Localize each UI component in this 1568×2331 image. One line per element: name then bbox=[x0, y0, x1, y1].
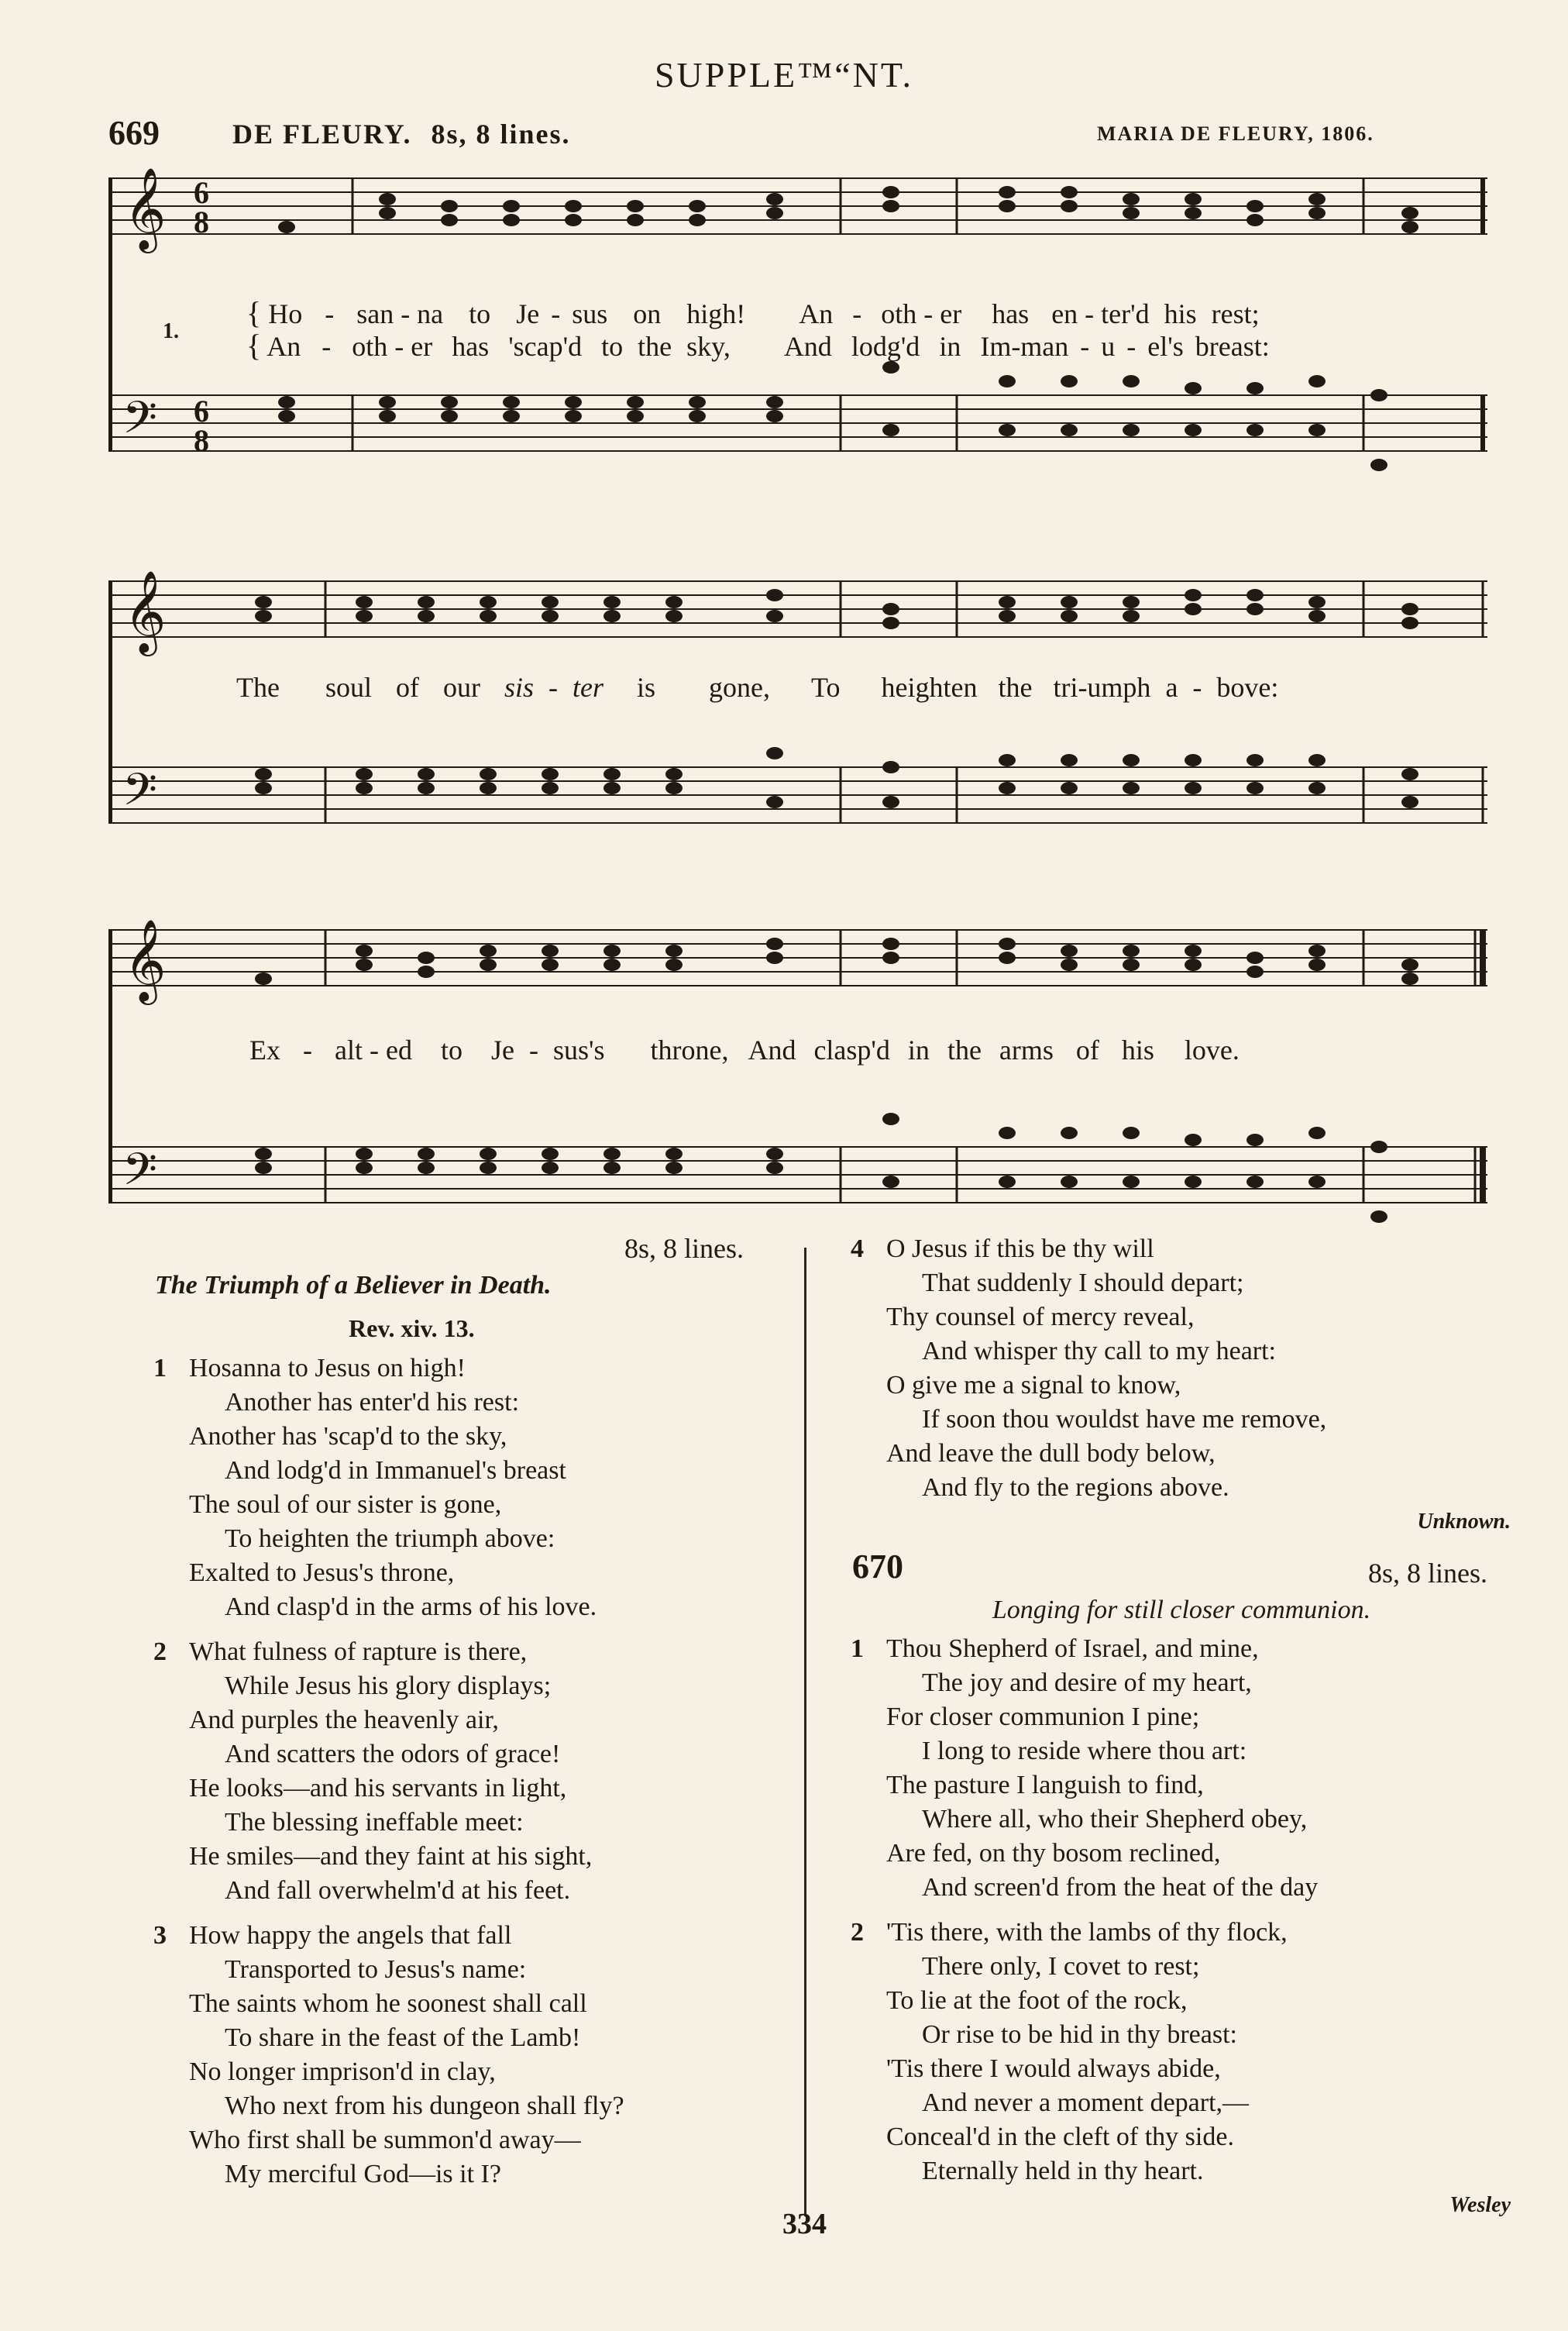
verse-line: There only, I covet to rest; bbox=[922, 1952, 1200, 1981]
verse-line: Thy counsel of mercy reveal, bbox=[886, 1303, 1195, 1331]
verse-line: If soon thou wouldst have me remove, bbox=[922, 1405, 1327, 1434]
verse-line: What fulness of rapture is there, bbox=[189, 1637, 528, 1666]
lyric-syllable: 'scap'd bbox=[508, 331, 583, 362]
treble-notes bbox=[255, 938, 1418, 985]
stanza-number: 4 bbox=[851, 1234, 864, 1263]
lyric-syllable: tri-umph bbox=[1053, 672, 1151, 703]
lyric-syllable: on bbox=[633, 298, 662, 329]
lyric-line-1: { Ho - san - na to Je - sus on high! An - oth - er has en - ter'd his rest; bbox=[246, 295, 1260, 330]
tune-name-text: DE FLEURY. bbox=[232, 119, 412, 150]
music-system-3 bbox=[108, 907, 1487, 1232]
hymn-669-title: The Triumph of a Believer in Death. bbox=[155, 1271, 552, 1300]
stanza-number: 2 bbox=[851, 1918, 864, 1947]
lyric-syllable: sis bbox=[504, 672, 535, 703]
lyric-syllable: - bbox=[551, 298, 561, 329]
verse-line: To share in the feast of the Lamb! bbox=[225, 2023, 581, 2052]
verse-line: Another has enter'd his rest: bbox=[225, 1388, 520, 1417]
verse-line: The pasture I languish to find, bbox=[886, 1771, 1204, 1799]
lyric-syllable: arms bbox=[999, 1035, 1054, 1066]
lyric-syllable: u bbox=[1101, 331, 1116, 362]
verse-line: No longer imprison'd in clay, bbox=[189, 2057, 496, 2086]
lyric-syllable: the bbox=[638, 331, 672, 362]
treble-clef-icon: 𝄞 bbox=[124, 918, 167, 1001]
stanza-2 bbox=[155, 1635, 806, 1908]
lyric-syllable: - bbox=[322, 331, 332, 362]
bass-staff bbox=[108, 767, 1487, 823]
lyric-syllable: heighten bbox=[881, 672, 978, 703]
lyric-syllable: - bbox=[303, 1035, 312, 1066]
stanza-3 bbox=[155, 1919, 806, 2192]
lyric-syllable: - bbox=[548, 672, 559, 703]
lyric-syllable: to bbox=[469, 298, 491, 329]
verse-line: The saints whom he soonest shall call bbox=[189, 1989, 587, 2018]
lyric-syllable: - bbox=[528, 1035, 538, 1066]
hymn-669-reference: Rev. xiv. 13. bbox=[349, 1314, 475, 1342]
verse-line: Where all, who their Shepherd obey, bbox=[922, 1805, 1308, 1833]
treble-clef-icon: 𝄞 bbox=[124, 167, 167, 250]
lyric-syllable: throne, bbox=[650, 1035, 729, 1066]
verse-line: O Jesus if this be thy will bbox=[886, 1234, 1154, 1263]
verse-line: To lie at the foot of the rock, bbox=[886, 1986, 1188, 2015]
hymn-670-stanza-1 bbox=[852, 1632, 1511, 1905]
verse-line: To heighten the triumph above: bbox=[225, 1524, 555, 1553]
hymn-669-text-left bbox=[155, 1351, 806, 2202]
verse-line: And screen'd from the heat of the day bbox=[922, 1873, 1319, 1902]
lyric-syllable: - bbox=[325, 298, 335, 329]
verse-line: Who first shall be summon'd away— bbox=[189, 2126, 581, 2154]
lyric-syllable: a bbox=[1165, 672, 1178, 703]
lyric-syllable: of bbox=[395, 672, 419, 703]
treble-staff bbox=[108, 930, 1487, 986]
lyric-syllable: Ex bbox=[249, 1035, 280, 1066]
lyric-syllable: The bbox=[236, 672, 280, 703]
stanza-number: 3 bbox=[153, 1921, 167, 1950]
lyric-syllable: has bbox=[452, 331, 490, 362]
hymn-670-stanza-2 bbox=[852, 1916, 1511, 2223]
lyric-syllable: oth - er bbox=[352, 331, 433, 362]
verse-line: 'Tis there, with the lambs of thy flock, bbox=[886, 1918, 1288, 1947]
lyric-syllable: in bbox=[939, 331, 961, 362]
bass-notes bbox=[255, 747, 1418, 808]
lyric-syllable: - bbox=[1126, 331, 1136, 362]
verse-line: Conceal'd in the cleft of thy side. bbox=[886, 2123, 1234, 2151]
stanza-4 bbox=[852, 1232, 1511, 1539]
verse-line: And lodg'd in Immanuel's breast bbox=[225, 1456, 566, 1485]
lyric-syllable: his bbox=[1164, 298, 1197, 329]
verse-line: And clasp'd in the arms of his love. bbox=[225, 1592, 597, 1621]
tune-name bbox=[232, 118, 570, 150]
lyric-syllable: sus's bbox=[552, 1035, 605, 1066]
bass-notes bbox=[278, 361, 1387, 471]
lyric-line-2: { An - oth - er has 'scap'd to the sky, And lodg'd in Im-man - u - el's breast: bbox=[246, 328, 1270, 363]
lyric-syllable: bove: bbox=[1216, 672, 1279, 703]
lyric-syllable: ter bbox=[573, 672, 604, 703]
verse-line: And fall overwhelm'd at his feet. bbox=[225, 1876, 571, 1905]
lyric-syllable: the bbox=[998, 672, 1033, 703]
verse-line: He smiles—and they faint at his sight, bbox=[189, 1842, 593, 1871]
time-signature-bass-top: 6 bbox=[194, 394, 209, 429]
tune-meter: 8s, 8 lines. bbox=[431, 119, 571, 150]
lyric-syllable: And bbox=[748, 1035, 796, 1066]
barlines bbox=[110, 930, 1483, 1203]
tune-composer: MARIA DE FLEURY, 1806. bbox=[1097, 122, 1374, 145]
verse-line: The joy and desire of my heart, bbox=[922, 1668, 1252, 1697]
lyric-syllable: our bbox=[442, 672, 480, 703]
music-system-2 bbox=[108, 550, 1487, 876]
lyric-syllable: san - na bbox=[356, 298, 444, 329]
lyric-line-system-2 bbox=[236, 671, 1278, 704]
bass-staff bbox=[108, 395, 1487, 451]
verse-line: I long to reside where thou art: bbox=[922, 1737, 1247, 1765]
verse-line: O give me a signal to know, bbox=[886, 1371, 1181, 1400]
bass-clef-icon: 𝄢 bbox=[122, 391, 158, 455]
verse-line: And whisper thy call to my heart: bbox=[922, 1337, 1277, 1365]
verse-line: Exalted to Jesus's throne, bbox=[189, 1558, 455, 1587]
hymn-670-title: Longing for still closer communion. bbox=[992, 1596, 1371, 1624]
lyric-syllable: the bbox=[947, 1035, 982, 1066]
lyric-syllable: high! bbox=[686, 298, 746, 329]
lyric-syllable: Je bbox=[490, 1035, 514, 1066]
verse-line: And fly to the regions above. bbox=[922, 1473, 1229, 1502]
lyric-syllable: - bbox=[1080, 331, 1090, 362]
verse-line: Are fed, on thy bosom reclined, bbox=[886, 1839, 1221, 1868]
lyric-syllable: gone, bbox=[709, 672, 771, 703]
bass-staff bbox=[108, 1147, 1487, 1203]
lyric-syllable: alt - ed bbox=[335, 1035, 412, 1066]
stanza-number: 1 bbox=[153, 1354, 167, 1382]
verse-line: The soul of our sister is gone, bbox=[189, 1490, 502, 1519]
page-number: 334 bbox=[782, 2208, 827, 2240]
verse-line: He looks—and his servants in light, bbox=[189, 1774, 567, 1802]
lyric-syllable: in bbox=[907, 1035, 930, 1066]
lyric-syllable: An bbox=[266, 331, 301, 362]
lyric-syllable: An bbox=[799, 298, 834, 329]
lyric-syllable: clasp'd bbox=[813, 1035, 890, 1066]
verse-line: That suddenly I should depart; bbox=[922, 1269, 1244, 1297]
hymn-670-meter: 8s, 8 lines. bbox=[1367, 1558, 1487, 1589]
lyric-syllable: to bbox=[601, 331, 624, 362]
verse-line: 'Tis there I would always abide, bbox=[886, 2054, 1221, 2083]
lyric-syllable: Im-man bbox=[980, 331, 1069, 362]
page-header: SUPPLE™“NT. bbox=[654, 55, 914, 95]
time-signature-top: 6 bbox=[194, 175, 209, 210]
treble-staff bbox=[108, 178, 1487, 234]
time-signature-bass-bottom: 8 bbox=[194, 423, 209, 458]
verse-line: Eternally held in thy heart. bbox=[922, 2157, 1204, 2185]
lyric-syllable: love. bbox=[1184, 1035, 1240, 1066]
lyric-line-system-3 bbox=[249, 1034, 1240, 1066]
verse-line: And purples the heavenly air, bbox=[189, 1706, 499, 1734]
lyric-syllable: And bbox=[783, 331, 832, 362]
lyric-syllable: is bbox=[637, 672, 656, 703]
hymn-669-attribution: Unknown. bbox=[1417, 1510, 1511, 1534]
time-signature-bottom: 8 bbox=[194, 205, 209, 239]
lyric-syllable: el's bbox=[1147, 331, 1184, 362]
verse-line: And scatters the odors of grace! bbox=[225, 1740, 561, 1768]
verse-line: My merciful God—is it I? bbox=[225, 2160, 501, 2188]
lyric-syllable: - bbox=[852, 298, 862, 329]
hymn-670-heading bbox=[852, 1550, 1511, 1593]
bass-notes bbox=[255, 1113, 1387, 1223]
lyric-syllable: his bbox=[1121, 1035, 1154, 1066]
treble-clef-icon: 𝄞 bbox=[124, 570, 167, 652]
verse-line: And never a moment depart,— bbox=[922, 2088, 1250, 2117]
lyric-syllable: has bbox=[992, 298, 1030, 329]
verse-line: Thou Shepherd of Israel, and mine, bbox=[886, 1634, 1259, 1663]
tune-number: 669 bbox=[108, 114, 160, 152]
lyric-syllable: oth - er bbox=[881, 298, 962, 329]
lyric-syllable: Ho bbox=[268, 298, 303, 329]
lyric-syllable: rest; bbox=[1211, 298, 1260, 329]
hymn-670-number: 670 bbox=[852, 1548, 903, 1586]
lyric-syllable: Je bbox=[516, 298, 540, 329]
lyric-syllable: en - ter'd bbox=[1051, 298, 1150, 329]
right-column bbox=[852, 1232, 1511, 2233]
verse-line: While Jesus his glory displays; bbox=[225, 1672, 552, 1700]
bass-clef-icon: 𝄢 bbox=[122, 1143, 158, 1207]
hymn-670-attribution: Wesley bbox=[1449, 2193, 1511, 2217]
lyric-syllable: sus bbox=[572, 298, 608, 329]
treble-staff bbox=[108, 581, 1487, 637]
lyric-syllable: sky, bbox=[686, 331, 731, 362]
lyric-syllable: lodg'd bbox=[851, 331, 920, 362]
treble-notes bbox=[278, 186, 1418, 233]
lyric-syllable: - bbox=[1192, 672, 1202, 703]
verse-line: Another has 'scap'd to the sky, bbox=[189, 1422, 507, 1451]
bass-clef-icon: 𝄢 bbox=[122, 763, 158, 827]
verse-line: How happy the angels that fall bbox=[189, 1921, 512, 1950]
lyric-syllable: breast: bbox=[1195, 331, 1270, 362]
verse-line: For closer communion I pine; bbox=[886, 1703, 1200, 1731]
stanza-number: 2 bbox=[153, 1637, 167, 1666]
lyric-syllable: soul bbox=[325, 672, 372, 703]
verse-line: Who next from his dungeon shall fly? bbox=[225, 2092, 624, 2120]
stanza-number: 1 bbox=[851, 1634, 864, 1663]
lyric-syllable: of bbox=[1075, 1035, 1099, 1066]
verse-line: Hosanna to Jesus on high! bbox=[189, 1354, 466, 1382]
hymn-669-meter: 8s, 8 lines. bbox=[624, 1233, 744, 1264]
verse-line: Transported to Jesus's name: bbox=[225, 1955, 527, 1984]
stanza-1 bbox=[155, 1351, 806, 1624]
verse-number: 1. bbox=[163, 319, 179, 343]
verse-line: And leave the dull body below, bbox=[886, 1439, 1216, 1468]
verse-line: Or rise to be hid in thy breast: bbox=[922, 2020, 1237, 2049]
verse-line: The blessing ineffable meet: bbox=[225, 1808, 524, 1837]
lyric-syllable: to bbox=[440, 1035, 462, 1066]
lyric-syllable: To bbox=[811, 672, 841, 703]
